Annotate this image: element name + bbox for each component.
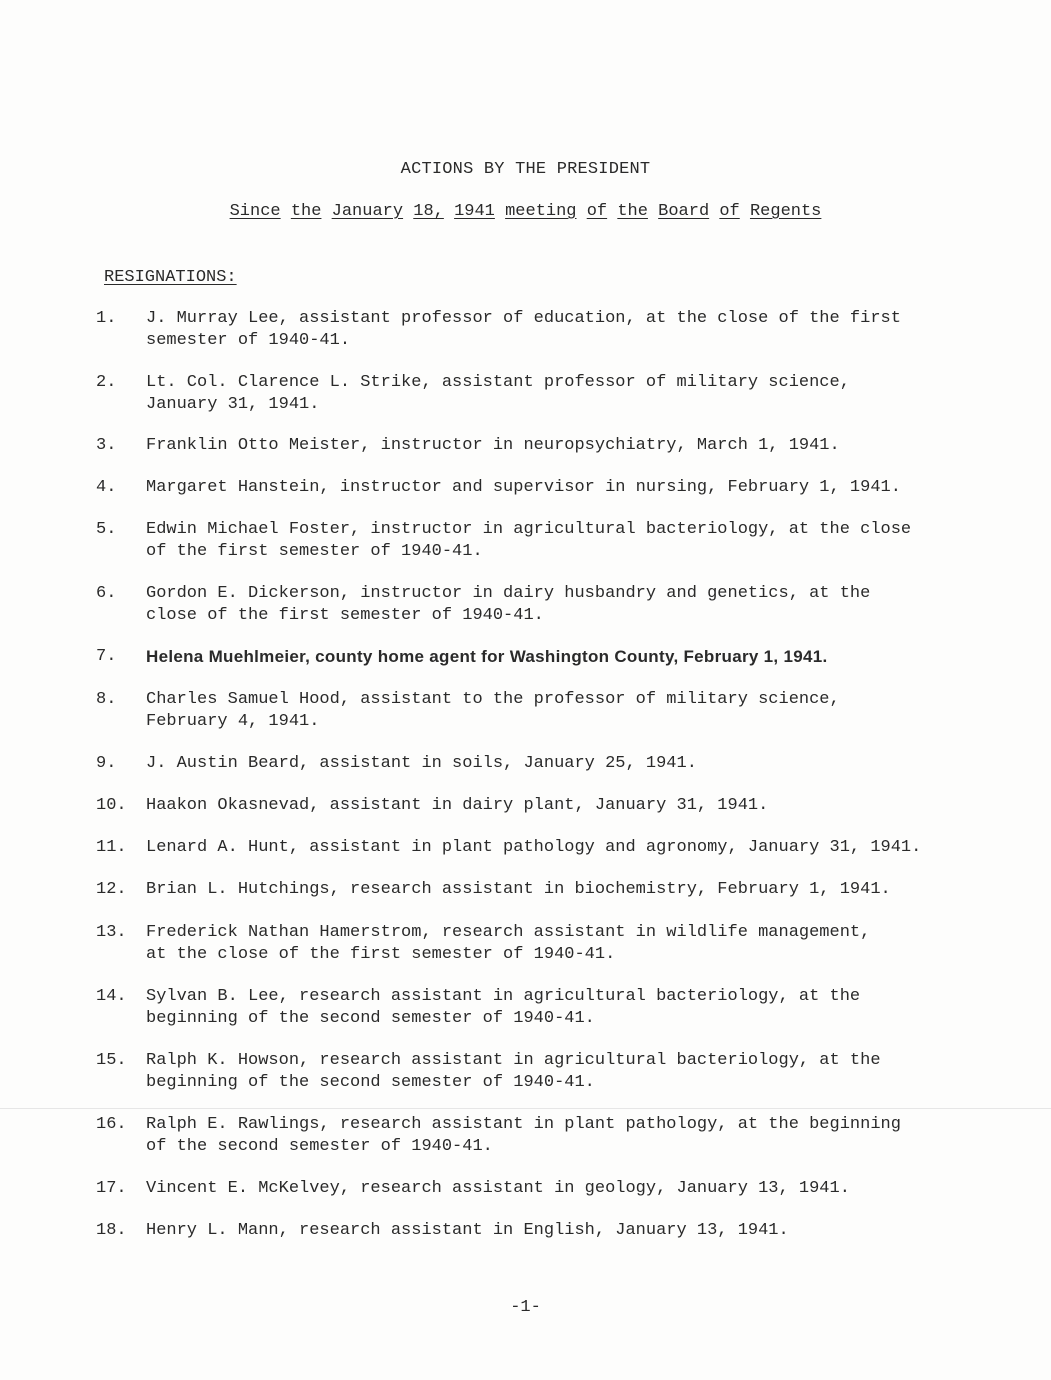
item-text: Gordon E. Dickerson, instructor in dairy husbandry and genetics, at the close of the first semester of 1940-41. xyxy=(146,584,871,625)
page-subtitle xyxy=(0,202,1051,221)
item-text: Frederick Nathan Hamerstrom, research assistant in wildlife management, at the close of the first semester of 1940-41. xyxy=(146,923,871,964)
subtitle-word: January xyxy=(331,202,404,221)
item-text: Edwin Michael Foster, instructor in agricultural bacteriology, at the close of the first semester of 1940-41. xyxy=(146,520,912,561)
item-number: 7. xyxy=(96,647,117,666)
subtitle-word: the xyxy=(290,202,322,221)
subtitle-word: 1941 xyxy=(454,202,495,221)
item-text: Ralph K. Howson, research assistant in agricultural bacteriology, at the beginning of the second semester of 1940-41. xyxy=(146,1051,881,1092)
subtitle-word: 18, xyxy=(413,202,444,221)
item-number: 15. xyxy=(96,1051,127,1070)
item-text: Brian L. Hutchings, research assistant in biochemistry, February 1, 1941. xyxy=(146,880,891,899)
item-number: 9. xyxy=(96,754,117,773)
item-text: Sylvan B. Lee, research assistant in agricultural bacteriology, at the beginning of the second semester of 1940-41. xyxy=(146,987,861,1028)
item-text: Haakon Okasnevad, assistant in dairy plant, January 31, 1941. xyxy=(146,796,769,815)
item-number: 8. xyxy=(96,690,117,709)
subtitle-word: meeting xyxy=(505,202,577,221)
item-text: Margaret Hanstein, instructor and supervisor in nursing, February 1, 1941. xyxy=(146,478,901,497)
subtitle-word: Since xyxy=(229,202,281,221)
item-number: 18. xyxy=(96,1221,127,1240)
item-text: Henry L. Mann, research assistant in English, January 13, 1941. xyxy=(146,1221,789,1240)
subtitle-word: Board xyxy=(658,202,710,221)
item-number: 4. xyxy=(96,478,117,497)
item-number: 6. xyxy=(96,584,117,603)
item-text: Charles Samuel Hood, assistant to the professor of military science, February 4, 1941. xyxy=(146,690,840,731)
item-number: 2. xyxy=(96,373,117,392)
subtitle-word: of xyxy=(719,202,740,221)
item-text: Franklin Otto Meister, instructor in neuropsychiatry, March 1, 1941. xyxy=(146,436,840,455)
item-number: 11. xyxy=(96,838,127,857)
item-number: 1. xyxy=(96,309,117,328)
item-number: 16. xyxy=(96,1115,127,1134)
item-number: 12. xyxy=(96,880,127,899)
subtitle-word: Regents xyxy=(749,202,822,221)
item-number: 5. xyxy=(96,520,117,539)
item-number: 13. xyxy=(96,923,127,942)
page-title: ACTIONS BY THE PRESIDENT xyxy=(400,160,651,179)
item-number: 3. xyxy=(96,436,117,455)
subtitle-word: the xyxy=(617,202,648,221)
item-text: J. Murray Lee, assistant professor of education, at the close of the first semester of 1940-41. xyxy=(146,309,901,350)
page-number: -1- xyxy=(510,1298,541,1317)
scan-artifact-line xyxy=(0,1108,1051,1109)
item-text: Lt. Col. Clarence L. Strike, assistant professor of military science, January 31, 1941. xyxy=(146,373,850,414)
item-text: Lenard A. Hunt, assistant in plant pathology and agronomy, January 31, 1941. xyxy=(146,838,922,857)
subtitle-word: of xyxy=(586,202,608,221)
section-heading-resignations: RESIGNATIONS: xyxy=(104,268,237,287)
item-number: 17. xyxy=(96,1179,127,1198)
item-text: Ralph E. Rawlings, research assistant in plant pathology, at the beginning of the second semester of 1940-41. xyxy=(146,1115,901,1156)
item-text: Vincent E. McKelvey, research assistant in geology, January 13, 1941. xyxy=(146,1179,850,1198)
item-number: 10. xyxy=(96,796,127,815)
item-text: J. Austin Beard, assistant in soils, January 25, 1941. xyxy=(146,754,697,773)
item-text: Helena Muehlmeier, county home agent for Washington County, February 1, 1941. xyxy=(146,647,828,666)
item-number: 14. xyxy=(96,987,127,1006)
